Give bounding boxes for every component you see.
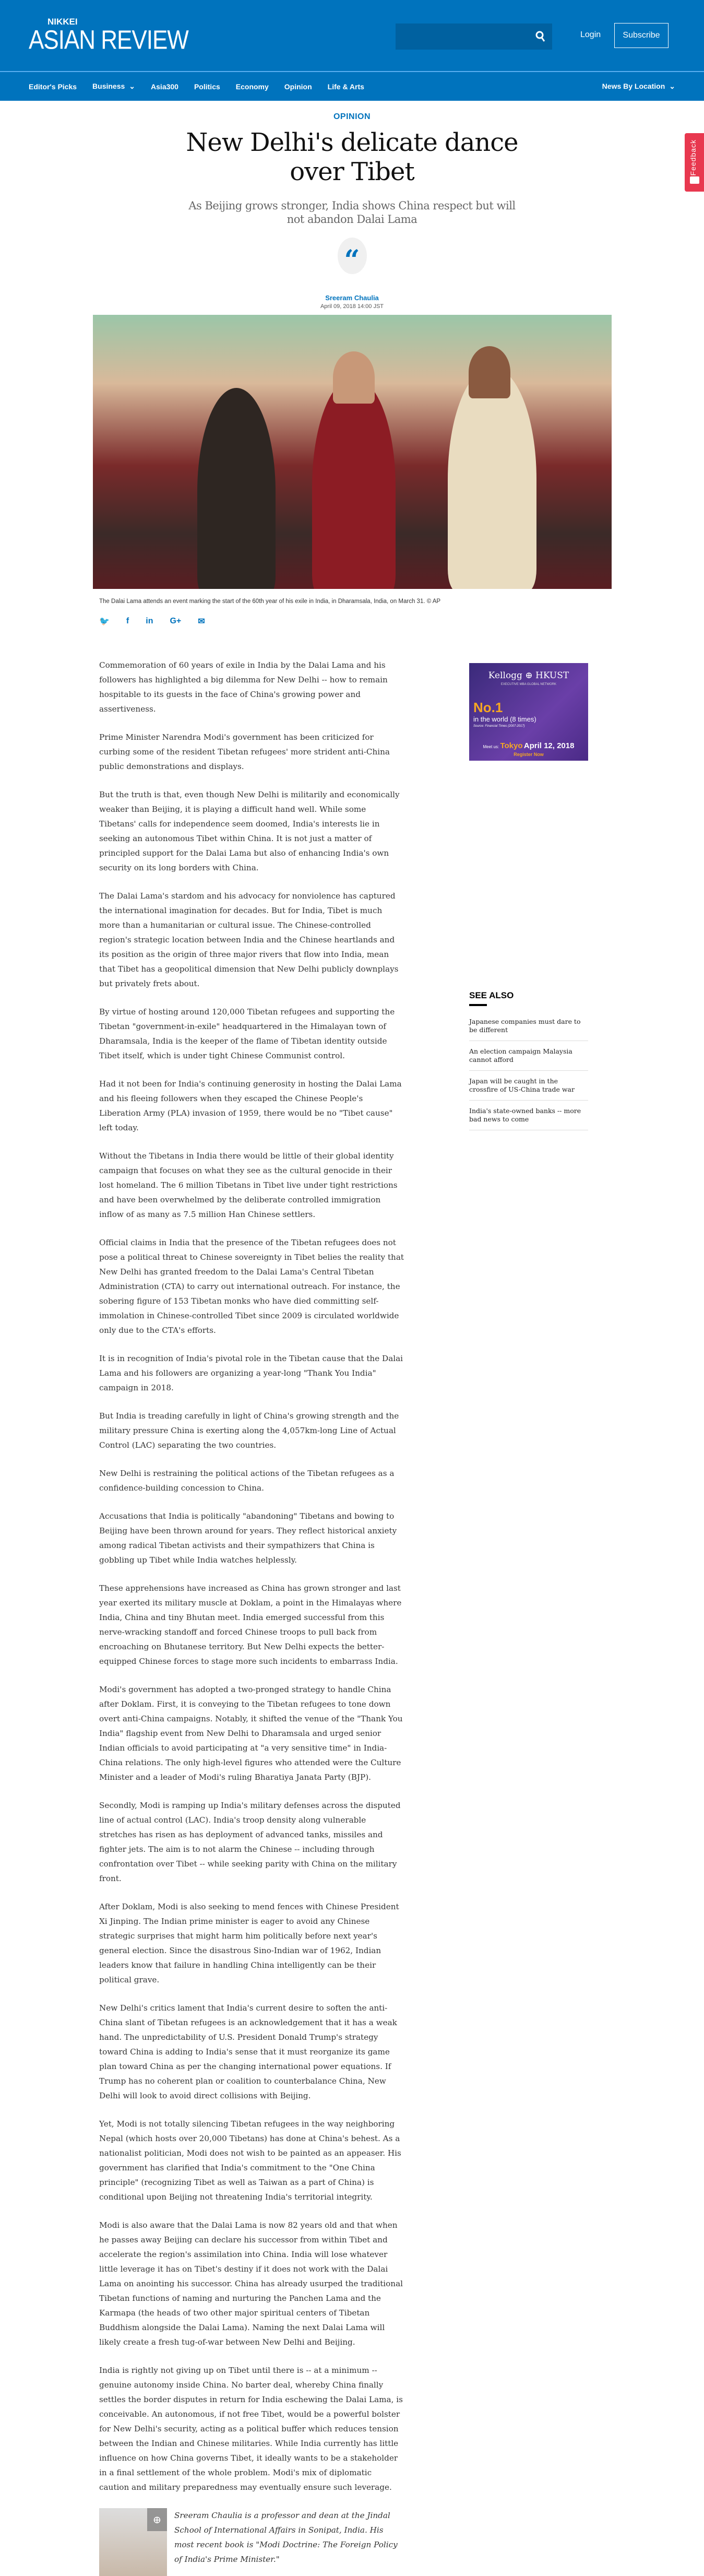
- ad-rank: No.1: [473, 700, 503, 715]
- nav-label: Business: [92, 82, 125, 90]
- nav-news-by-location[interactable]: [602, 82, 675, 91]
- see-also-item[interactable]: Japan will be caught in the crossfire of US-China trade war: [469, 1077, 588, 1101]
- nav-politics[interactable]: Politics: [194, 82, 220, 91]
- divider: [469, 1004, 487, 1006]
- ad-source: Source: Financial Times (2007-2017): [473, 725, 525, 728]
- article-paragraph: After Doklam, Modi is also seeking to mend fences with Chinese President Xi Jinping. The Indian prime minister is eager to avoid any Chinese strategic surprises that might harm him politically before next year's general election. Since the disastrous Sino-Indian war of 1962, Indian leaders know that failure in handling China intelligently can be their political grave.: [99, 1902, 399, 1984]
- subscribe-button[interactable]: Subscribe: [614, 23, 669, 48]
- article-paragraph: New Delhi is restraining the political actions of the Tibetan refugees as a confidence-building concession to China.: [99, 1469, 395, 1493]
- see-also-item[interactable]: India's state-owned banks -- more bad news to come: [469, 1107, 588, 1130]
- article-header: [0, 112, 704, 310]
- article-paragraph: But India is treading carefully in light of China's growing strength and the military pressure China is exerting along the 4,057km-long Line of Actual Control (LAC) separating the two countries.: [99, 1411, 399, 1450]
- feedback-label: Feedback: [689, 139, 697, 176]
- see-also-item[interactable]: An election campaign Malaysia cannot afford: [469, 1047, 588, 1071]
- nav-opinion[interactable]: Opinion: [284, 82, 312, 91]
- article-paragraph: India is rightly not giving up on Tibet until there is -- at a minimum -- genuine autonomy inside China. No barter deal, whereby China finally settles the border disputes in return for India eschewing the Dalai Lama, is conceivable. An autonomous, if not free Tibet, would be a powerful bolster for New Delhi's security, acting as a political buffer which reduces tension between the Indian and Chinese militaries. While India currently has little influence on how China governs Tibet, it ideally wants to be a stakeholder in a final settlement of the whole problem. Modi's mix of diplomatic caution and military preparedness may eventually ensure such leverage.: [99, 2366, 403, 2492]
- ad-city: Tokyo: [500, 741, 523, 750]
- article-paragraph: But the truth is that, even though New Delhi is militarily and economically weaker than Beijing, it is playing a difficult hand well. While some Tibetans' calls for independence seem doomed, India's interests lie in seeking an autonomous Tibet within China. It is not just a matter of principled support for the Dalai Lama but also of enhancing India's own security on its long borders with China.: [99, 790, 400, 872]
- facebook-icon[interactable]: f: [126, 617, 129, 625]
- publish-date: April 09, 2018 14:00 JST: [320, 303, 384, 310]
- sidebar: [469, 658, 588, 2576]
- author-bio: [99, 2508, 404, 2576]
- see-also-title: SEE ALSO: [469, 990, 514, 1000]
- login-link[interactable]: Login: [580, 30, 601, 39]
- article-paragraph: Modi's government has adopted a two-pronged strategy to handle China after Doklam. First, it is conveying to the Tibetan refugees to tone down overt anti-China campaigns. Notably, it shifted the venue of the "Thank You India" flagship event from New Delhi to Dharamsala and urged senior Indian officials to avoid participating at "a very sensitive time" in India-China relations. The only high-level figures who attended were the Culture Minister and a leader of Modi's ruling Bharatiya Janata Party (BJP).: [99, 1685, 403, 1782]
- photo-caption: The Dalai Lama attends an event marking the start of the 60th year of his exile in India, in Dharamsala, India, on March 31. © AP: [99, 598, 441, 605]
- chevron-down-icon: ⌄: [669, 82, 675, 90]
- nav-business[interactable]: [92, 82, 135, 91]
- ad-brand: Kellogg ⊕ HKUST: [488, 670, 569, 681]
- zoom-in-icon[interactable]: ⊕: [147, 2508, 167, 2531]
- article-paragraph: It is in recognition of India's pivotal role in the Tibetan cause that the Dalai Lama and his followers are organizing a year-long "Thank You India" campaign in 2018.: [99, 1354, 403, 1392]
- article-paragraph: Secondly, Modi is ramping up India's military defenses across the disputed line of actual control (LAC). India's troop density along vulnerable stretches has risen as has deployment of advanced tanks, missiles and fighter jets. The aim is to not alarm the Chinese -- including through confrontation over Tibet -- while seeking parity with China on the military front.: [99, 1801, 401, 1883]
- advertisement[interactable]: [469, 663, 588, 761]
- linkedin-icon[interactable]: in: [146, 617, 153, 625]
- ad-meet: [469, 741, 588, 750]
- author-photo[interactable]: [99, 2508, 167, 2576]
- author-bio-text: Sreeram Chaulia is a professor and dean at the Jindal School of International Affairs in Sonipat, India. His most recent book is "Modi Doctrine: The Foreign Policy of India's Prime Minister.": [174, 2511, 398, 2564]
- nav-life-arts[interactable]: Life & Arts: [327, 82, 364, 91]
- see-also-item[interactable]: Japanese companies must dare to be different: [469, 1018, 588, 1041]
- section-label[interactable]: OPINION: [333, 112, 371, 121]
- article-paragraph: Without the Tibetans in India there would be little of their global identity campaign that focuses on what they see as the cultural genocide in their lost homeland. The 6 million Tibetans in Tibet live under tight restrictions and have been overwhelmed by the deliberate controlled immigration inflow of as many as 7.5 million Han Chinese settlers.: [99, 1151, 398, 1219]
- google-plus-icon[interactable]: G+: [170, 617, 182, 625]
- author-name[interactable]: Sreeram Chaulia: [325, 294, 379, 302]
- main-nav: [0, 71, 704, 101]
- ad-rank-text: in the world (8 times): [473, 715, 536, 723]
- article-paragraph: Prime Minister Narendra Modi's government has been criticized for curbing some of the resident Tibetan refugees' more strident anti-China public demonstrations and displays.: [99, 732, 390, 771]
- article-paragraph: Official claims in India that the presence of the Tibetan refugees does not pose a political threat to Chinese sovereignty in Tibet belies the reality that New Delhi has granted freedom to the Dalai Lama's Central Tibetan Administration (CTA) to carry out international outreach. For instance, the sobering figure of 153 Tibetan monks who have died committing self-immolation in Chinese-controlled Tibet since 2009 is circulated worldwide only due to the CTA's efforts.: [99, 1238, 404, 1335]
- ad-tagline: EXECUTIVE MBA GLOBAL NETWORK: [500, 683, 557, 686]
- smiley-icon: [690, 176, 699, 184]
- subtitle: As Beijing grows stronger, India shows China respect but will not abandon Dalai Lama: [188, 199, 516, 226]
- search-icon[interactable]: [535, 31, 546, 42]
- article-paragraph: The Dalai Lama's stardom and his advocacy for nonviolence has captured the international imagination for decades. But for India, Tibet is much more than a humanitarian or cultural issue. The Chinese-controlled region's strategic location between India and the Chinese heartlands and its position as the origin of three major rivers that flow into India, mean that Tibet has a geopolitical dimension that New Delhi publicly downplays but privately frets about.: [99, 891, 399, 988]
- nav-asia300[interactable]: Asia300: [151, 82, 178, 91]
- ad-date: April 12, 2018: [523, 741, 575, 750]
- search-input[interactable]: [396, 23, 552, 50]
- quote-icon: “: [338, 238, 367, 274]
- logo-main: ASIAN REVIEW: [29, 25, 188, 55]
- article-paragraph: Commemoration of 60 years of exile in India by the Dalai Lama and his followers has highlighted a big dilemma for New Delhi -- how to remain hospitable to its guests in the face of China's growing power and assertiveness.: [99, 660, 388, 714]
- nav-editors-picks[interactable]: Editor's Picks: [29, 82, 77, 91]
- site-header: [0, 0, 704, 71]
- article-body: [99, 658, 404, 2576]
- twitter-icon[interactable]: 🐦: [99, 617, 110, 626]
- page-title: New Delhi's delicate dance over Tibet: [186, 128, 518, 186]
- article-paragraph: Modi is also aware that the Dalai Lama is now 82 years old and that when he passes away Beijing can declare his successor from within Tibet and accelerate the region's assimilation into China. India will lose whatever little leverage it has on Tibet's destiny if it does not work with the Dalai Lama on anointing his successor. China has already usurped the traditional Tibetan functions of naming and nurturing the Panchen Lama and the Karmapa (the heads of two other major spiritual centers of Tibetan Buddhism alongside the Dalai Lama). Naming the next Dalai Lama will likely create a fresh tug-of-war between New Delhi and Beijing.: [99, 2220, 403, 2347]
- feedback-tab[interactable]: [685, 133, 704, 192]
- logo-top: NIKKEI: [47, 17, 78, 27]
- article-paragraph: These apprehensions have increased as China has grown stronger and last year exerted its military muscle at Doklam, a point in the Himalayas where India, China and tiny Bhutan meet. India emerged successful from this nerve-wracking standoff and forced Chinese troops to pull back from encroaching on Bhutanese territory. But New Delhi expects the better-equipped Chinese forces to stage more such incidents to embarrass India.: [99, 1584, 402, 1666]
- article-paragraph: Accusations that India is politically "abandoning" Tibetans and bowing to Beijing have been thrown around for years. They reflect historical anxiety among radical Tibetan activists and their sympathizers that China is gobbling up Tibet while India watches helplessly.: [99, 1511, 397, 1565]
- article-photo: [93, 315, 612, 589]
- nav-label: News By Location: [602, 82, 665, 90]
- nav-economy[interactable]: Economy: [235, 82, 269, 91]
- article-paragraph: Had it not been for India's continuing generosity in hosting the Dalai Lama and his fleeing followers when they escaped the Chinese People's Liberation Army (PLA) invasion of 1959, there would be no "Tibet cause" left today.: [99, 1079, 402, 1132]
- ad-register-button[interactable]: Register Now: [514, 752, 544, 757]
- email-icon[interactable]: ✉: [198, 617, 205, 626]
- article-paragraph: Yet, Modi is not totally silencing Tibetan refugees in the way neighboring Nepal (which hosts over 20,000 Tibetans) has done at China's behest. As a nationalist politician, Modi does not wish to be painted as an appeaser. His government has clarified that India's commitment to the "One China principle" (recognizing Tibet as well as Taiwan as a part of China) is conditional upon Beijing not threatening India's territorial integrity.: [99, 2119, 401, 2202]
- article-paragraph: By virtue of hosting around 120,000 Tibetan refugees and supporting the Tibetan "government-in-exile" headquartered in the Himalayan town of Dharamsala, India is the keeper of the flame of Tibetan identity outside Tibet itself, which is under tight Chinese Communist control.: [99, 1007, 395, 1060]
- ad-meet-label: Meet us:: [483, 745, 499, 749]
- see-also: [469, 990, 588, 1130]
- article-paragraph: New Delhi's critics lament that India's current desire to soften the anti-China slant of Tibetan refugees is an acknowledgement that it has a weak hand. The unpredictability of U.S. President Donald Trump's strategy toward China is adding to India's sense that it must reorganize its game plan toward China as per the changing international power equations. If Trump has no coherent plan or coalition to counterbalance China, New Delhi will look to avoid direct collisions with Beijing.: [99, 2003, 397, 2100]
- site-logo[interactable]: [29, 17, 188, 55]
- share-bar: [99, 616, 704, 627]
- chevron-down-icon: ⌄: [129, 82, 136, 90]
